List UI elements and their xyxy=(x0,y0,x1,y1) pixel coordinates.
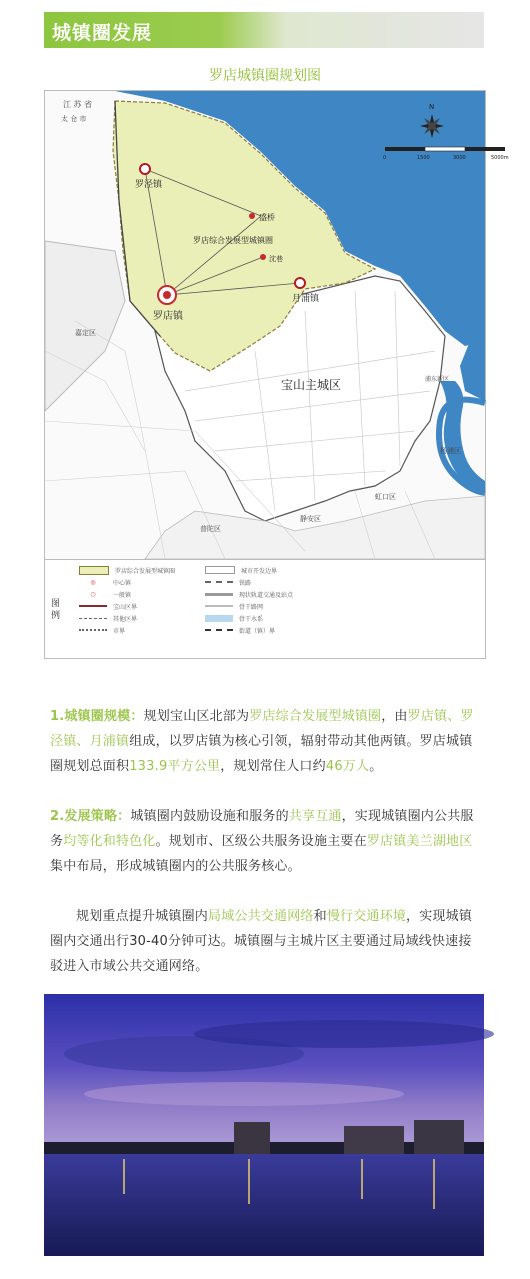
label-putuo: 普陀区 xyxy=(200,525,221,533)
text: 规划宝山区北部为 xyxy=(143,709,250,724)
text: ，由 xyxy=(381,709,408,724)
highlight: 局域公共交通网络 xyxy=(208,909,314,924)
highlight: 133.9平方公里 xyxy=(129,759,221,774)
label-pudong: 浦东新区 xyxy=(425,376,450,383)
legend-item: 城市开发边界 xyxy=(241,567,278,575)
planning-map xyxy=(44,90,509,560)
text: 组成，以罗店镇为核心引领，辐射带动其他两镇。罗店城镇圈规划总面积 xyxy=(50,734,473,774)
legend-swatch-center: ◎ xyxy=(90,578,96,586)
legend-swatch-city xyxy=(79,629,107,631)
scale-0: 0 xyxy=(383,155,387,161)
text: 。 xyxy=(369,759,383,774)
label-jiading: 嘉定区 xyxy=(75,329,96,337)
map-legend xyxy=(44,560,486,659)
section-transport xyxy=(50,904,482,979)
label-yangpu: 杨浦区 xyxy=(440,447,461,455)
legend-item: 宝山区界 xyxy=(113,603,138,611)
shengqiao-marker xyxy=(249,213,255,219)
highlight: 均等化和特色化 xyxy=(63,834,156,849)
legend-swatch-rail xyxy=(205,581,233,583)
label-jingan: 静安区 xyxy=(300,515,321,523)
legend-swatch-zone xyxy=(79,566,109,575)
section2-label: 2.发展策略： xyxy=(50,809,131,824)
legend-item: 市界 xyxy=(113,627,126,635)
label-taicang: 太 仓 市 xyxy=(61,115,87,123)
legend-item: 罗店综合发展型城镇圈 xyxy=(115,567,176,575)
legend-swatch-town: ○ xyxy=(90,590,96,598)
text: 规划重点提升城镇圈内 xyxy=(76,909,209,924)
text: ，实现城镇圈内公共服务 xyxy=(50,809,474,849)
section-scale xyxy=(50,704,482,779)
legend-item: 铁路 xyxy=(239,579,252,587)
label-chaoxi: 沈巷 xyxy=(269,255,283,263)
highlight: 46万人 xyxy=(325,759,370,774)
map-svg xyxy=(45,91,509,559)
highlight: 罗店镇美兰湖地区 xyxy=(366,834,473,849)
legend-item: 其他区界 xyxy=(113,615,138,623)
text: 和 xyxy=(313,909,327,924)
highlight: 罗店镇、罗泾镇、月浦镇 xyxy=(50,709,474,749)
legend-item: 现状轨道交通及站点 xyxy=(239,591,294,599)
highlight: 罗店综合发展型城镇圈 xyxy=(249,709,382,724)
legend-swatch-dev xyxy=(205,566,235,574)
section-strategy xyxy=(50,804,482,879)
label-zone: 罗店综合发展型城镇圈 xyxy=(193,236,273,245)
text: 。规划市、区级公共服务设施主要在 xyxy=(155,834,367,849)
label-shengqiao: 盛桥 xyxy=(259,213,275,222)
label-luojing: 罗泾镇 xyxy=(135,180,163,190)
legend-swatch-street xyxy=(205,629,233,631)
legend-swatch-boundary xyxy=(79,605,107,607)
text: ，实现城镇圈内交通出行30-40分钟可达。城镇圈与主城片区主要通过局域线快速接驳进入市域公共交通网络。 xyxy=(50,909,473,974)
scale-bar xyxy=(385,147,505,151)
legend-swatch-other xyxy=(79,618,107,619)
label-yuepu: 月浦镇 xyxy=(292,294,320,304)
scale-1500: 1500 xyxy=(417,155,430,161)
legend-swatch-metro xyxy=(205,593,233,596)
night-lake-photo xyxy=(44,994,484,1256)
legend-item: 骨干路网 xyxy=(239,603,264,611)
scale-5000: 5000m xyxy=(491,155,509,161)
legend-item: 一般镇 xyxy=(113,591,132,599)
map-title: 罗店城镇圈规划图 xyxy=(209,68,321,84)
highlight: 共享互通 xyxy=(288,809,342,824)
legend-title: 图例 xyxy=(51,599,61,621)
legend-item: 骨干水系 xyxy=(239,615,264,623)
section1-label: 1.城镇圈规模： xyxy=(50,709,144,724)
label-jiangsu: 江 苏 省 xyxy=(63,100,93,109)
text: 集中布局，形成城镇圈内的公共服务核心。 xyxy=(50,859,301,874)
legend-item: 中心镇 xyxy=(113,579,132,587)
legend-swatch-water xyxy=(205,615,233,622)
luojing-marker xyxy=(140,164,150,174)
scale-3000: 3000 xyxy=(453,155,466,161)
label-luodian: 罗店镇 xyxy=(153,311,183,322)
legend-item: 街道（镇）界 xyxy=(239,627,276,635)
text: ，规划常住人口约 xyxy=(220,759,326,774)
chaoxi-marker xyxy=(260,254,266,260)
compass-n: N xyxy=(429,103,435,111)
highlight: 慢行交通环境 xyxy=(326,909,407,924)
label-baoshan: 宝山主城区 xyxy=(281,378,342,392)
legend-swatch-road xyxy=(205,605,233,607)
label-hongkou: 虹口区 xyxy=(375,493,396,501)
text: 城镇圈内鼓励设施和服务的 xyxy=(130,809,289,824)
yuepu-marker xyxy=(295,278,305,288)
header-title: 城镇圈发展 xyxy=(52,22,153,44)
